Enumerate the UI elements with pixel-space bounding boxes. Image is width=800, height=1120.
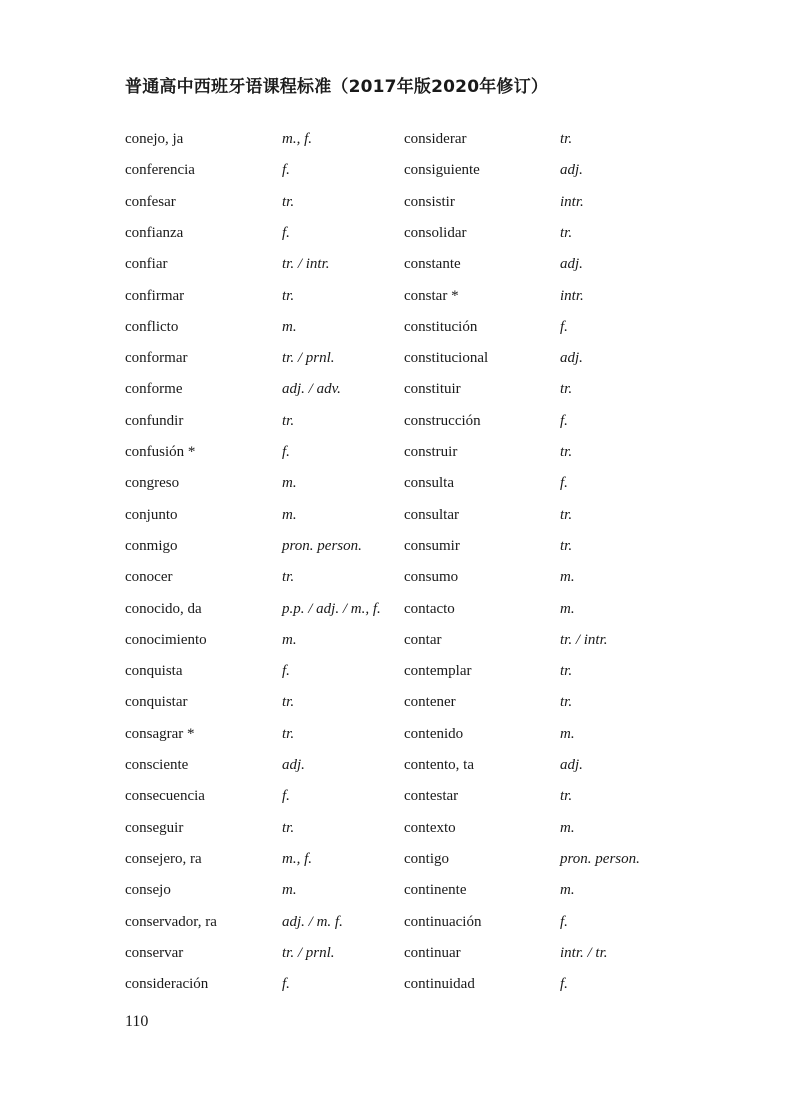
vocab-pos-left: m., f. xyxy=(282,131,312,147)
page-header-title: 普通高中西班牙语课程标准（2017年版2020年修订） xyxy=(125,77,549,97)
vocab-row xyxy=(125,221,685,245)
vocab-pos-left: m. xyxy=(282,506,297,523)
vocab-row xyxy=(125,878,685,902)
vocab-word-left: confundir xyxy=(125,412,184,429)
vocab-word-left: consideración xyxy=(125,976,209,993)
vocab-pos-left: tr. xyxy=(282,287,295,304)
vocab-word-right: constante xyxy=(404,256,461,273)
vocab-word-right: considerar xyxy=(404,131,467,147)
vocab-word-right: contestar xyxy=(404,788,459,805)
vocab-row xyxy=(125,753,685,777)
vocab-word-left: conocimiento xyxy=(125,631,207,648)
vocab-pos-left: f. xyxy=(282,444,290,460)
vocab-word-left: conquistar xyxy=(125,694,188,711)
vocab-word-left: confusión * xyxy=(125,444,196,460)
vocab-row xyxy=(125,346,685,370)
vocab-row xyxy=(125,409,685,433)
vocab-word-right: construcción xyxy=(404,412,481,429)
vocab-word-right: continuación xyxy=(404,913,482,930)
vocab-word-left: consejo xyxy=(125,882,171,899)
vocab-pos-left: p.p. / adj. / m., f. xyxy=(282,600,381,617)
vocab-pos-left: f. xyxy=(282,976,290,993)
vocab-word-right: constitucional xyxy=(404,350,489,367)
vocab-word-left: conforme xyxy=(125,381,183,398)
vocab-word-right: constitución xyxy=(404,318,478,335)
vocab-pos-right: tr. xyxy=(560,663,573,680)
vocab-pos-left: adj. xyxy=(282,757,305,773)
vocab-pos-left: tr. / prnl. xyxy=(282,350,335,367)
vocab-word-right: consistir xyxy=(404,193,455,210)
vocab-pos-left: tr. xyxy=(282,569,295,586)
vocab-pos-right: adj. xyxy=(560,256,583,273)
vocab-pos-left: m. xyxy=(282,882,297,899)
vocab-word-right: contexto xyxy=(404,819,456,836)
vocab-row xyxy=(125,284,685,308)
vocab-pos-right: f. xyxy=(560,412,568,429)
vocab-pos-right: adj. xyxy=(560,757,583,773)
vocab-pos-left: f. xyxy=(282,663,290,680)
vocab-word-left: conocido, da xyxy=(125,600,202,617)
vocab-word-left: conquista xyxy=(125,663,183,680)
vocab-word-right: continuidad xyxy=(404,976,475,993)
vocab-word-right: contigo xyxy=(404,850,449,867)
vocab-word-right: consultar xyxy=(404,506,459,523)
vocab-word-right: constituir xyxy=(404,381,461,398)
vocab-row xyxy=(125,690,685,714)
vocab-word-right: consulta xyxy=(404,475,454,492)
vocab-word-right: contento, ta xyxy=(404,757,474,773)
vocab-pos-right: m. xyxy=(560,882,575,899)
vocab-row xyxy=(125,972,685,996)
vocab-word-left: confianza xyxy=(125,224,184,241)
vocab-pos-right: tr. xyxy=(560,694,573,711)
vocabulary-list xyxy=(125,127,685,997)
vocab-pos-left: m. xyxy=(282,475,297,492)
page-number: 110 xyxy=(125,1013,149,1030)
vocab-pos-right: f. xyxy=(560,475,568,492)
vocab-pos-right: intr. / tr. xyxy=(560,944,608,961)
vocab-row xyxy=(125,816,685,840)
vocab-word-left: consecuencia xyxy=(125,788,205,805)
vocab-word-left: conocer xyxy=(125,569,173,586)
vocab-pos-right: tr. xyxy=(560,224,573,241)
vocab-row xyxy=(125,158,685,182)
vocab-row xyxy=(125,315,685,339)
vocab-word-right: consolidar xyxy=(404,224,467,241)
vocab-row xyxy=(125,190,685,214)
vocab-pos-right: tr. xyxy=(560,381,573,398)
vocab-row xyxy=(125,722,685,746)
vocab-word-right: contener xyxy=(404,694,456,711)
vocab-pos-right: pron. person. xyxy=(560,850,640,867)
vocab-word-right: contacto xyxy=(404,600,455,617)
vocab-pos-right: adj. xyxy=(560,162,583,179)
vocab-word-left: conmigo xyxy=(125,537,178,554)
vocab-pos-left: tr. xyxy=(282,725,295,742)
vocab-pos-right: tr. xyxy=(560,788,573,805)
vocab-word-left: consciente xyxy=(125,757,189,773)
vocab-pos-right: tr. / intr. xyxy=(560,631,608,648)
vocab-pos-left: pron. person. xyxy=(282,537,362,554)
vocab-pos-right: m. xyxy=(560,569,575,586)
vocab-row xyxy=(125,252,685,276)
vocab-pos-left: f. xyxy=(282,788,290,805)
vocab-row xyxy=(125,377,685,401)
vocab-row xyxy=(125,565,685,589)
vocab-word-right: construir xyxy=(404,444,458,460)
vocab-pos-right: f. xyxy=(560,976,568,993)
vocab-word-left: conservador, ra xyxy=(125,913,217,930)
vocab-word-left: consejero, ra xyxy=(125,850,202,867)
vocab-pos-left: tr. xyxy=(282,412,295,429)
vocab-word-left: conflicto xyxy=(125,318,179,335)
vocab-pos-left: m., f. xyxy=(282,850,312,867)
vocab-word-left: conformar xyxy=(125,350,188,367)
vocab-pos-left: tr. xyxy=(282,694,295,711)
vocab-row xyxy=(125,847,685,871)
vocab-pos-left: m. xyxy=(282,318,297,335)
vocab-word-right: consumir xyxy=(404,537,460,554)
vocab-word-left: conservar xyxy=(125,944,184,961)
vocab-pos-left: tr. / intr. xyxy=(282,256,330,273)
vocab-row xyxy=(125,597,685,621)
vocab-word-right: contenido xyxy=(404,725,464,742)
vocab-word-left: conejo, ja xyxy=(125,131,184,147)
vocab-word-right: continuar xyxy=(404,944,461,961)
vocab-pos-left: adj. / adv. xyxy=(282,381,341,398)
vocab-pos-left: m. xyxy=(282,631,297,648)
vocab-pos-left: tr. / prnl. xyxy=(282,944,335,961)
vocab-row xyxy=(125,910,685,934)
vocab-pos-right: f. xyxy=(560,318,568,335)
vocab-word-left: confiar xyxy=(125,256,168,273)
vocab-word-left: conseguir xyxy=(125,819,184,836)
vocab-word-left: confesar xyxy=(125,193,176,210)
vocab-row xyxy=(125,628,685,652)
vocab-pos-right: m. xyxy=(560,725,575,742)
vocab-word-right: contemplar xyxy=(404,663,472,680)
vocab-row xyxy=(125,471,685,495)
vocab-word-right: constar * xyxy=(404,287,459,304)
vocab-row xyxy=(125,503,685,527)
vocab-pos-right: m. xyxy=(560,819,575,836)
vocab-pos-right: intr. xyxy=(560,193,584,210)
vocab-word-left: conferencia xyxy=(125,162,195,179)
vocab-row xyxy=(125,534,685,558)
vocab-pos-right: tr. xyxy=(560,537,573,554)
vocab-pos-left: adj. / m. f. xyxy=(282,913,343,930)
vocab-word-right: contar xyxy=(404,631,442,648)
vocab-row xyxy=(125,784,685,808)
vocab-row xyxy=(125,127,685,151)
vocab-word-right: consumo xyxy=(404,569,459,586)
vocab-word-right: consiguiente xyxy=(404,162,480,179)
vocab-pos-right: tr. xyxy=(560,131,573,147)
vocab-word-left: conjunto xyxy=(125,506,178,523)
vocab-word-right: continente xyxy=(404,882,467,899)
vocab-pos-left: f. xyxy=(282,162,290,179)
vocab-row xyxy=(125,941,685,965)
vocab-pos-left: f. xyxy=(282,224,290,241)
vocab-pos-right: f. xyxy=(560,913,568,930)
vocab-pos-right: tr. xyxy=(560,506,573,523)
vocab-pos-right: adj. xyxy=(560,350,583,367)
vocab-pos-right: intr. xyxy=(560,287,584,304)
vocab-pos-right: tr. xyxy=(560,444,573,460)
vocab-row xyxy=(125,659,685,683)
vocab-pos-left: tr. xyxy=(282,819,295,836)
vocab-pos-left: tr. xyxy=(282,193,295,210)
vocab-row xyxy=(125,440,685,464)
vocab-word-left: congreso xyxy=(125,475,180,492)
vocab-word-left: confirmar xyxy=(125,287,185,304)
vocab-pos-right: m. xyxy=(560,600,575,617)
vocab-word-left: consagrar * xyxy=(125,725,195,742)
